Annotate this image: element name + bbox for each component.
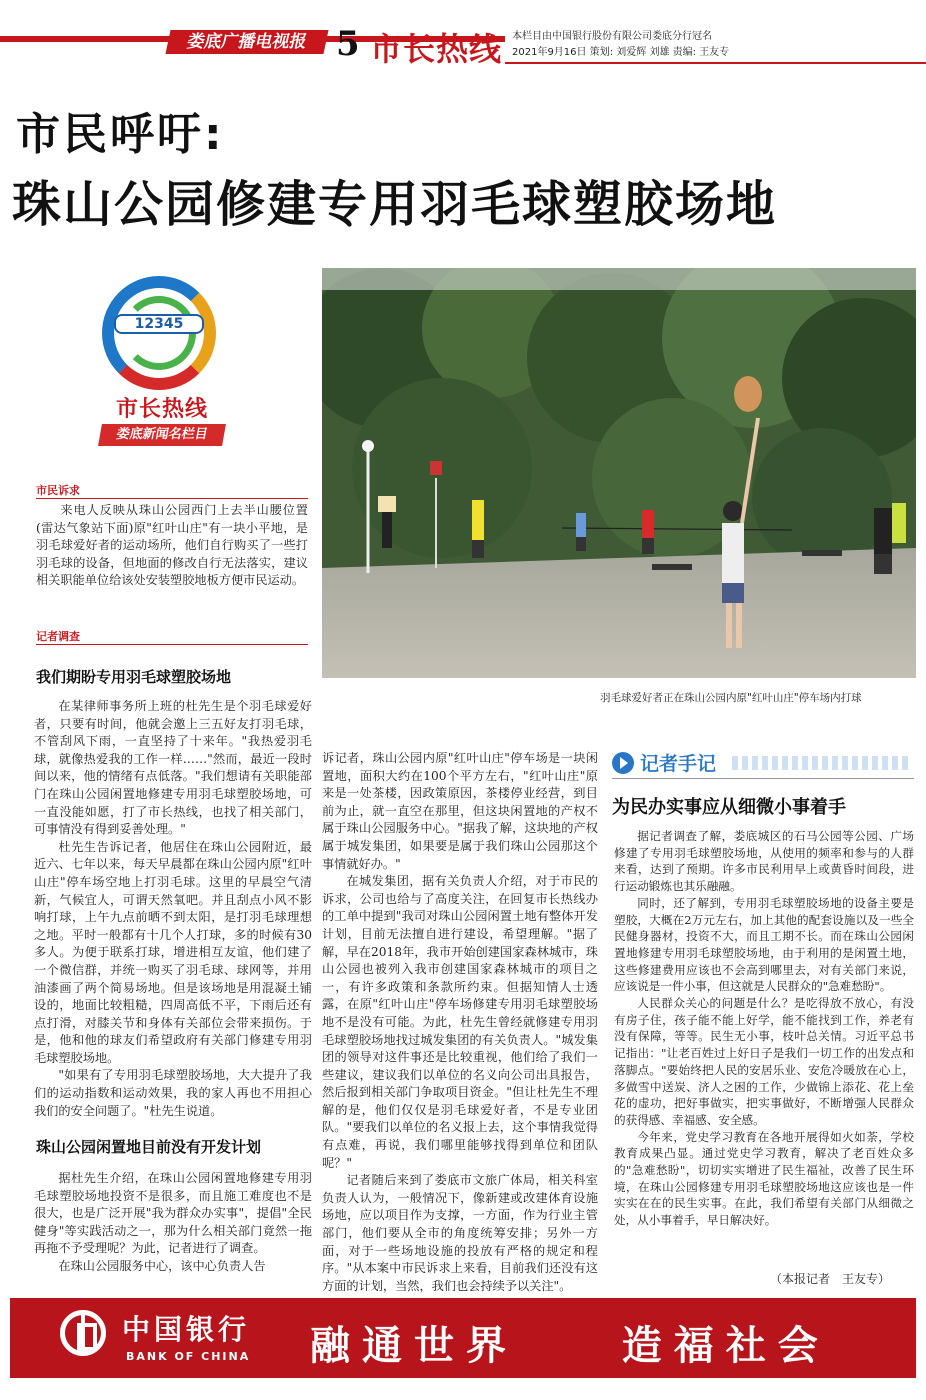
appeal-rule: [36, 498, 308, 499]
notes-decoration: [732, 756, 912, 770]
paragraph: 在城发集团，据有关负责人介绍，对于市民的诉求，公司也给与了高度关注，在回复市长热线办的工单中提到"我司对珠山公园闲置土地有整体开发计划，目前无法擅自进行建设，希望理解。"据了解，早在2018年，我市开始创建国家森林城市，珠山公园也被列入我市创建国家森林城市的项目之一，有许多政策和条款所约束。但据知情人士透露，在原"红叶山庄"停车场修建专用羽毛球塑胶场地不是没有可能。为此，杜先生曾经就修建专用羽毛球塑胶场地找过城发集团的有关负责人。"城发集团的领导对这件事还是比较重视，他们给了我们一些建议，建议我们以单位的名义向公司出具报告，然后报到相关部门争取项目资金。"但让杜先生不理解的是，他们仅仅是羽毛球爱好者，不是专业团队。"要我们以单位的名义报上去，这个事情我觉得有点难，再说，我们哪里能够找得到单位和团队呢？": [322, 874, 598, 1170]
bank-of-china-logo-icon: [60, 1310, 106, 1356]
paragraph: 在某律师事务所上班的杜先生是个羽毛球爱好者，只要有时间，他就会邀上三五好友打羽毛球，不管刮风下雨，一直坚持了十来年。"我热爱羽毛球，就像热爱我的工作一样……"然而，最近一段时间以来，他的情绪有点低落。"我们想请有关职能部门在珠山公园闲置地修建专用羽毛球塑胶场地，可一直没能如愿，打了市长热线，也找了相关部门，可事情没有得到妥善处理。": [34, 699, 312, 837]
page-header: [0, 0, 926, 68]
column-name: 市长热线: [370, 30, 503, 68]
bank-advertisement: [10, 1298, 916, 1378]
paragraph: 人民群众关心的问题是什么？是吃得放不放心，有没有房子住，孩子能不能上好学，能不能找到工作，养老有没有保障，等等。民生无小事，枝叶总关情。习近平总书记指出："让老百姓过上好日子是我们一切工作的出发点和落脚点。"要始终把人民的安居乐业、安危冷暖放在心上，多做雪中送炭、济人之困的工作，少做锦上添花、花上垒花的虚功，把好事做实，把实事做好，不断增强人民群众的获得感、幸福感、安全感。: [614, 996, 914, 1127]
ad-slogan: 融通世界 造福社会: [310, 1323, 830, 1369]
paragraph: 在珠山公园服务中心，该中心负责人告: [58, 1258, 266, 1273]
investigation-rule: [36, 644, 308, 645]
newspaper-brand: 娄底广播电视报: [165, 30, 328, 54]
appeal-paragraph: 来电人反映从珠山公园西门上去半山腰位置(雷达气象站下面)原"红叶山庄"有一块小平地，是羽毛球爱好者的运动场所，他们自行购买了一些打羽毛球的设备，但地面的修改自行无法落实，建议相关职能单位给该处安装塑胶地板方便市民运动。: [36, 503, 308, 588]
investigation-label: 记者调查: [36, 630, 80, 643]
notes-author: （本报记者 王友专）: [770, 1272, 891, 1286]
bank-name-en: BANK OF CHINA: [126, 1350, 251, 1363]
logo-number: 12345: [114, 314, 204, 334]
paragraph: 诉记者，珠山公园内原"红叶山庄"停车场是一块闲置地，面积大约在100个平方左右，"红叶山庄"原来是一处茶楼，因政策原因，茶楼停业经营，到目前为止，就一直空在那里，但这块闲置地的产权不属于珠山公园服务中心。"据我了解，这块地的产权属于城发集团，如果要是属于我们珠山公园那这个事情就好办。": [322, 751, 598, 871]
photo-caption: 羽毛球爱好者正在珠山公园内原"红叶山庄"停车场内打球: [600, 692, 862, 704]
photo-illustration: [322, 268, 916, 678]
bank-name-cn: 中国银行: [122, 1313, 251, 1346]
paragraph: 杜先生告诉记者，他居住在珠山公园附近，最近六、七年以来，每天早晨都在珠山公园内原"红叶山庄"停车场空地上打羽毛球。这里的早晨空气清新，气候宜人，可谓天然氧吧。并且刮点小风不影响打球，上午九点前晒不到太阳，是打羽毛球理想之地。平时一般都有十几个人打球，多的时候有30多人。为便于联系打球，增进相互友谊，他们建了一个微信群，并统一购买了羽毛球、球网等，并用油漆画了两个简易场地。但是该场地是用混凝土铺设的，地面比较粗糙，四周高低不平，下雨后还有点打滑，对膝关节和身体有关部位会带来损伤。于是，他和他的球友们希望政府有关部门修建专用羽毛球塑胶场地。: [34, 839, 312, 1065]
issue-meta: 2021年9月16日 策划: 刘爱辉 刘雄 责编: 王友专: [512, 47, 730, 58]
appeal-text: [36, 502, 308, 590]
column-2-text: [322, 750, 598, 1295]
headline-line-2: 珠山公园修建专用羽毛球塑胶场地: [12, 176, 778, 233]
paragraph: 据记者调查了解，娄底城区的石马公园等公园、广场修建了专用羽毛球塑胶场地，从使用的频率和参与的人群来看，达到了预期。许多市民利用早上或黄昏时间段，进行运动锻炼也其乐融融。: [614, 829, 914, 894]
column-1-text-a: [34, 698, 312, 1120]
subheading-2: 珠山公园闲置地目前没有开发计划: [36, 1138, 262, 1156]
logo-name: 市长热线: [115, 397, 208, 422]
badminton-photo: [322, 268, 916, 678]
paragraph: 今年来，党史学习教育在各地开展得如火如荼，学校教育成果凸显。通过党史学习教育，解决了老百姓众多的"急难愁盼"，切切实实增进了民生福祉，改善了民生环境，在珠山公园修建专用羽毛球塑胶场地这应该也是一件实实在在的民生实事。在此，我们希望有关部门从细微之处，从小事着手，早日解决好。: [614, 1129, 914, 1228]
appeal-label: 市民诉求: [36, 484, 80, 497]
headline-line-1: 市民呼吁:: [16, 109, 225, 160]
notes-text: [614, 828, 914, 1229]
paragraph: 据杜先生介绍，在珠山公园闲置地修建专用羽毛球塑胶场地投资不是很多，而且施工难度也不是很大，也是广泛开展"我为群众办实事"，提倡"全民健身"等实践活动之一，那为什么相关部门竟然一拖再拖不予受理呢？为此，记者进行了调查。: [34, 1171, 312, 1256]
paragraph: "如果有了专用羽毛球塑胶场地，大大提升了我们的运动指数和运动效果，我的家人再也不用担心我们的安全问题了。"杜先生说道。: [34, 1068, 312, 1118]
paragraph: 记者随后来到了娄底市文旅广体局，相关科室负责人认为，一般情况下，像新建或改建体育设施场地，应以项目作为支撑，一方面，作为行业主管部门，他们要从全市的角度统筹安排；另外一方面，对于一些场地设施的投放有严格的规定和程序。"从本案中市民诉求上来看，目前我们还没有这方面的计划，当然，我们也会持续予以关注"。: [322, 1173, 598, 1293]
notes-header: [612, 748, 912, 778]
play-arrow-icon: [612, 752, 634, 774]
hotline-logo: [96, 276, 228, 452]
notes-headline: 为民办实事应从细微小事着手: [612, 797, 846, 818]
paragraph: 同时，还了解到，专用羽毛球塑胶场地的设备主要是塑胶，大概在2万元左右，加上其他的配套设施以及一些全民健身器材，投资不大，而且工期不长。而在珠山公园闲置地修建专用羽毛球塑胶场地，由于利用的是闲置土地，这些修建费用应该也不会高到哪里去，对有关部门来说，应该说是一件小事，但这就是人民群众的"急难愁盼"。: [614, 895, 914, 994]
subheading-1: 我们期盼专用羽毛球塑胶场地: [36, 668, 232, 686]
logo-tag: 娄底新闻名栏目: [98, 424, 226, 446]
column-1-text-b: [34, 1170, 312, 1276]
notes-label: 记者手记: [640, 753, 717, 775]
header-rule: [505, 62, 926, 64]
page-number: 5: [336, 24, 360, 64]
notes-rule: [612, 778, 914, 779]
sponsor-note: 本栏目由中国银行股份有限公司娄底分行冠名: [512, 31, 712, 42]
